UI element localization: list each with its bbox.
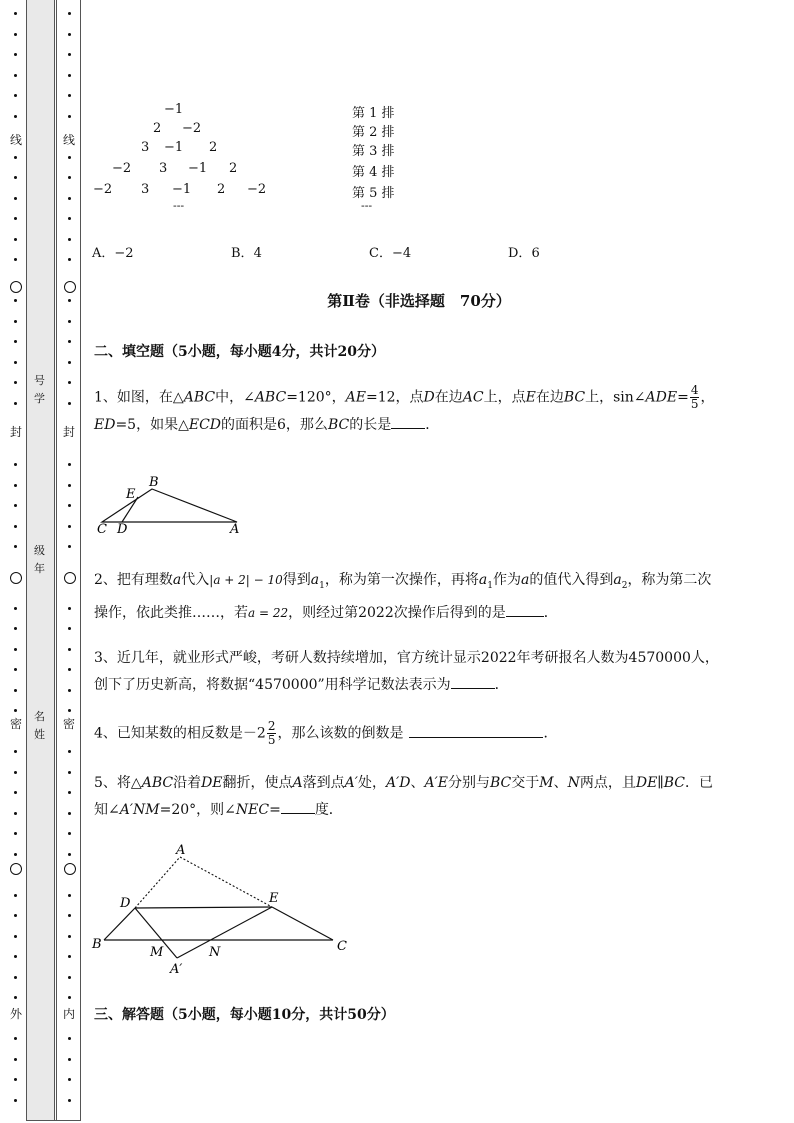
q5-fold-figure: [88, 840, 358, 978]
seal-dot: [68, 156, 71, 159]
seal-dot: [68, 607, 71, 610]
seal-dot: [14, 976, 17, 979]
label-n: N: [209, 945, 221, 960]
triangle-number: 2: [153, 121, 162, 136]
row-label: 第 2 排: [352, 125, 395, 140]
seal-dot: [14, 648, 17, 651]
seal-dot: [68, 627, 71, 630]
seal-dot: [14, 381, 17, 384]
seal-dot: [14, 914, 17, 917]
seal-circle: [10, 281, 22, 293]
seal-dot: [68, 381, 71, 384]
triangle-number: 3: [159, 161, 168, 176]
triangle-number: −2: [93, 182, 113, 197]
seal-dot: [68, 689, 71, 692]
seal-dot: [14, 238, 17, 241]
seal-dot: [68, 1078, 71, 1081]
label-a: A: [230, 522, 240, 537]
seal-dot: [14, 771, 17, 774]
seal-dot: [14, 299, 17, 302]
question-1: 1、如图，在△ABC中，∠ABC=120°，AE=12，点D在边AC上，点E在边BC上，sin∠ADE= $\frac{4}{5}$ ， ED=5，如果△ECD的面积是6，那么BC的长是 ．: [94, 383, 715, 433]
seal-dot: [68, 484, 71, 487]
seal-dot: [14, 504, 17, 507]
triangle-number: −1: [164, 102, 184, 117]
seal-dot: [68, 955, 71, 958]
seal-dot: [14, 463, 17, 466]
answer-blank-5[interactable]: [281, 813, 315, 814]
seal-dot: [14, 1078, 17, 1081]
triangle-number: 2: [229, 161, 238, 176]
seal-dot: [68, 1099, 71, 1102]
seal-dot: [14, 750, 17, 753]
seal-dot: [68, 545, 71, 548]
name-label: 名 姓: [34, 710, 45, 741]
seal-dot: [14, 176, 17, 179]
outer-seal-char-feng: 封: [9, 425, 22, 439]
label-a-prime: A′: [170, 962, 183, 977]
seal-dot: [68, 750, 71, 753]
label-m: M: [150, 945, 164, 960]
option-a[interactable]: A．−2: [92, 246, 134, 261]
seal-dot: [68, 33, 71, 36]
question-2: 2、把有理数a代入|a + 2| − 10得到$a_1$，称为第一次操作，再将$a_1$作为a的值代入得到$a_2$，称为第二次 操作，依此类推……，若a = 22，则经过第2022次操作后得到的是 ．: [94, 572, 712, 621]
seal-dot: [14, 525, 17, 528]
fraction-two-fifths: $\frac{2}{5}$: [267, 719, 276, 747]
answer-blank-2[interactable]: [506, 616, 544, 617]
seal-dot: [14, 1037, 17, 1040]
seal-dot: [68, 340, 71, 343]
seal-dot: [14, 115, 17, 118]
seal-dot: [68, 176, 71, 179]
seal-dot: [68, 914, 71, 917]
part2-title: 第Ⅱ卷（非选择题 70分）: [327, 292, 511, 310]
seal-dot: [14, 402, 17, 405]
triangle-number: −1: [164, 140, 184, 155]
seal-dot: [14, 996, 17, 999]
outer-seal-char-wai: 外: [9, 1007, 22, 1021]
outer-seal-char-xian: 线: [9, 133, 22, 147]
row-label: 第 1 排: [352, 106, 395, 121]
seal-circle: [64, 863, 76, 875]
q1-triangle-figure: [90, 470, 250, 538]
seal-dot: [68, 1058, 71, 1061]
label-d: D: [117, 522, 128, 537]
fraction-four-fifths: $\frac{4}{5}$: [690, 383, 699, 411]
binding-border-right: [80, 0, 81, 1120]
inner-seal-char-feng: 封: [62, 425, 75, 439]
row-labels-ellipsis: ---: [361, 199, 373, 212]
seal-dot: [14, 53, 17, 56]
seal-dot: [14, 320, 17, 323]
seal-dot: [14, 709, 17, 712]
row-label: 第 5 排: [352, 186, 395, 201]
seal-dot: [68, 463, 71, 466]
seal-dot: [68, 668, 71, 671]
seal-dot: [14, 197, 17, 200]
triangle-number: −1: [188, 161, 208, 176]
triangle-number: 3: [141, 140, 150, 155]
seal-dot: [68, 935, 71, 938]
seal-dot: [68, 996, 71, 999]
section2-title: 二、填空题（5小题，每小题4分，共计20分）: [94, 344, 385, 360]
seal-dot: [68, 94, 71, 97]
seal-dot: [68, 894, 71, 897]
seal-dot: [14, 812, 17, 815]
seal-dot: [14, 1099, 17, 1102]
seal-dot: [14, 545, 17, 548]
binding-border-left: [56, 0, 57, 1120]
triangle-number: −2: [182, 121, 202, 136]
triangle-ellipsis: ---: [173, 199, 185, 212]
label-b: B: [149, 475, 159, 490]
triangle-number: −2: [112, 161, 132, 176]
seal-dot: [14, 668, 17, 671]
seal-dot: [14, 74, 17, 77]
seal-dot: [68, 361, 71, 364]
seal-dot: [68, 402, 71, 405]
outer-seal-char-mi: 密: [9, 717, 22, 731]
triangle-number: 2: [209, 140, 218, 155]
seal-dot: [68, 197, 71, 200]
label-a: A: [176, 843, 186, 858]
seal-dot: [68, 217, 71, 220]
answer-blank-3[interactable]: [451, 688, 495, 689]
seal-dot: [14, 853, 17, 856]
seal-dot: [14, 340, 17, 343]
seal-dot: [14, 484, 17, 487]
label-e: E: [269, 891, 279, 906]
seal-dot: [68, 709, 71, 712]
seal-dot: [68, 12, 71, 15]
option-b[interactable]: B．4: [231, 246, 262, 261]
question-4: 4、已知某数的相反数是－2 $\frac{2}{5}$ ，那么该数的倒数是 ．: [94, 719, 558, 747]
answer-blank-1[interactable]: [391, 428, 425, 429]
seal-dot: [14, 12, 17, 15]
label-c: C: [337, 939, 347, 954]
inner-seal-char-mi: 密: [62, 717, 75, 731]
seal-dot: [68, 238, 71, 241]
seal-dot: [68, 853, 71, 856]
triangle-number: 3: [141, 182, 150, 197]
seal-dot: [68, 115, 71, 118]
label-d: D: [120, 896, 131, 911]
seal-dot: [14, 33, 17, 36]
seal-dot: [68, 299, 71, 302]
seal-dot: [68, 832, 71, 835]
seal-dot: [14, 156, 17, 159]
seal-dot: [14, 607, 17, 610]
seal-dot: [68, 320, 71, 323]
option-c[interactable]: C．−4: [369, 246, 412, 261]
option-d[interactable]: D．6: [508, 246, 540, 261]
seal-circle: [10, 863, 22, 875]
grade-label: 级 年: [34, 544, 45, 575]
seal-dot: [68, 791, 71, 794]
inner-seal-char-nei: 内: [62, 1007, 75, 1021]
seal-circle: [10, 572, 22, 584]
seal-dot: [68, 525, 71, 528]
seal-dot: [14, 1058, 17, 1061]
seal-dot: [14, 791, 17, 794]
label-b: B: [92, 937, 102, 952]
seal-dot: [68, 258, 71, 261]
seal-dot: [14, 627, 17, 630]
seal-dot: [14, 894, 17, 897]
seal-dot: [14, 832, 17, 835]
seal-dot: [14, 955, 17, 958]
seal-dot: [68, 53, 71, 56]
seal-dot: [68, 812, 71, 815]
seal-dot: [68, 504, 71, 507]
seal-dot: [14, 258, 17, 261]
seal-dot: [68, 771, 71, 774]
seal-dot: [14, 935, 17, 938]
seal-circle: [64, 572, 76, 584]
section3-title: 三、解答题（5小题，每小题10分，共计50分）: [94, 1007, 395, 1023]
triangle-number: −1: [172, 182, 192, 197]
label-e: E: [126, 487, 136, 502]
question-5: 5、将△ABC沿着DE翻折，使点A落到点A′处，A′D、A′E分别与BC交于M、N两点，且DE∥BC．已 知∠A′NM=20°，则∠NEC= 度．: [94, 775, 714, 818]
triangle-number: −2: [247, 182, 267, 197]
seal-dot: [68, 648, 71, 651]
label-c: C: [97, 522, 107, 537]
seal-dot: [68, 976, 71, 979]
seal-dot: [14, 94, 17, 97]
seal-dot: [14, 217, 17, 220]
inner-seal-char-xian: 线: [62, 133, 75, 147]
seal-dot: [68, 74, 71, 77]
student-id-label: 号 学: [34, 374, 45, 405]
seal-dot: [14, 689, 17, 692]
seal-circle: [64, 281, 76, 293]
row-label: 第 3 排: [352, 144, 395, 159]
row-label: 第 4 排: [352, 165, 395, 180]
seal-dot: [14, 361, 17, 364]
seal-dot: [68, 1037, 71, 1040]
triangle-number: 2: [217, 182, 226, 197]
question-3: 3、近几年，就业形式严峻，考研人数持续增加，官方统计显示2022年考研报名人数为4570000人， 创下了历史新高，将数据“4570000”用科学记数法表示为 ．: [94, 650, 719, 693]
answer-blank-4[interactable]: [409, 737, 543, 738]
